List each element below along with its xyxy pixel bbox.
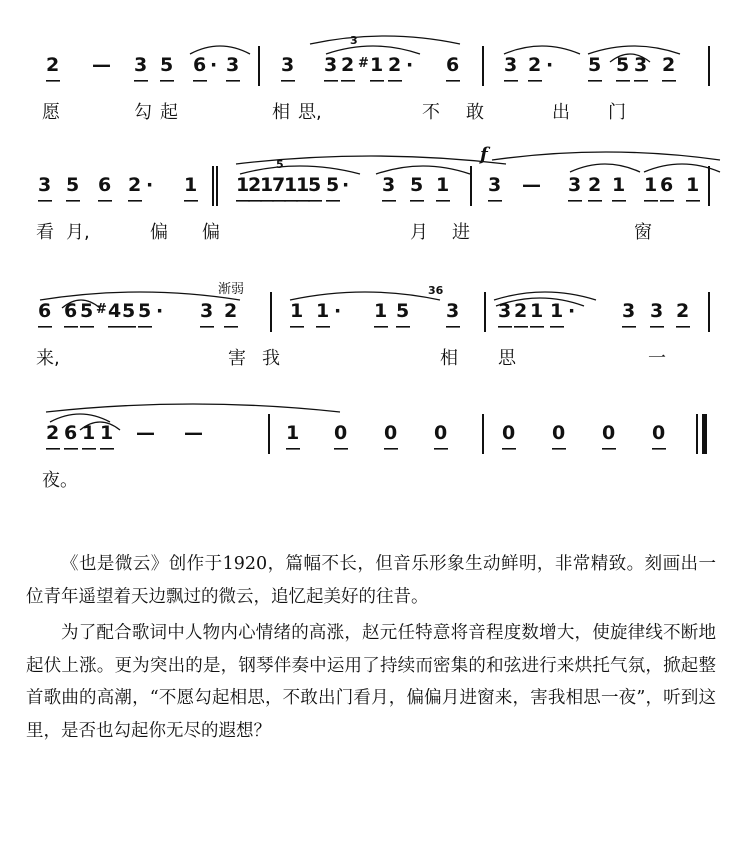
beam-line <box>650 326 664 328</box>
note-token: 3 <box>504 54 518 76</box>
bar-line <box>216 166 218 206</box>
note-token: 3 <box>226 54 240 76</box>
slur <box>46 404 340 412</box>
tuplet-mark-3: 3 <box>350 34 358 47</box>
beam-line <box>686 200 700 202</box>
note-token: 3 <box>488 174 502 196</box>
beam-line <box>308 200 322 202</box>
beam-line <box>296 200 310 202</box>
note-token: 6 <box>446 54 460 76</box>
note-token: 6 <box>64 300 78 322</box>
slur <box>504 46 580 54</box>
beam-line <box>160 80 174 82</box>
note-token: 5 <box>396 300 410 322</box>
beam-line <box>370 80 384 82</box>
beam-line <box>530 326 544 328</box>
note-token: 2 <box>528 54 542 76</box>
score-line-1 <box>0 14 736 124</box>
note-token: 2 <box>388 54 402 76</box>
beam-line <box>504 80 518 82</box>
beam-line <box>46 448 60 450</box>
beam-line <box>396 326 410 328</box>
beam-line <box>384 448 398 450</box>
beam-line <box>80 326 94 328</box>
beam-line <box>334 448 348 450</box>
note-token: 3 <box>324 54 338 76</box>
lyric-word: 起 <box>160 102 178 123</box>
lyric-word: 敢 <box>466 102 484 123</box>
beam-line <box>568 200 582 202</box>
note-token: 1 <box>82 422 96 444</box>
beam-line <box>374 326 388 328</box>
beam-line <box>528 80 542 82</box>
beam-line <box>446 80 460 82</box>
paragraph-2: 为了配合歌词中人物内心情绪的高涨，赵元任特意将音程度数增大，使旋律线不断地起伏上涨。更为突出的是，钢琴伴奏中运用了持续而密集的和弦进行来烘托气氛，掀起整首歌曲的高潮，“不愿勾起相思，不敢出门看月，偏偏月进窗来，害我相思一夜”，听到这里，是否也勾起你无尽的遐想？ <box>26 623 716 741</box>
beam-line <box>550 326 564 328</box>
beam-line <box>46 80 60 82</box>
note-token: 2 <box>662 54 676 76</box>
beam-line <box>514 326 528 328</box>
tuplet-mark-36: 36 <box>428 284 444 297</box>
lyric-word: 夜。 <box>42 470 78 491</box>
beam-line <box>552 448 566 450</box>
beam-line <box>588 80 602 82</box>
beam-line <box>290 326 304 328</box>
note-token: 1 <box>436 174 450 196</box>
note-token: 3 <box>38 174 52 196</box>
beam-line <box>498 326 512 328</box>
beam-line <box>286 448 300 450</box>
beam-line <box>134 80 148 82</box>
beam-line <box>64 326 78 328</box>
bar-line <box>702 414 707 454</box>
bar-line <box>212 166 214 206</box>
beam-line <box>128 200 142 202</box>
note-token: 5 <box>616 54 630 76</box>
note-token: 5 <box>160 54 174 76</box>
note-token: 1 <box>316 300 330 322</box>
beam-line <box>602 448 616 450</box>
beam-line <box>634 80 648 82</box>
note-token: 1 <box>374 300 388 322</box>
lyric-word: 月 <box>410 222 428 243</box>
note-token: 2 <box>46 422 60 444</box>
note-token: 7 <box>272 174 286 196</box>
note-token: # <box>96 302 107 317</box>
beam-line <box>224 326 238 328</box>
beam-line <box>108 326 122 328</box>
note-token: 1 <box>286 422 300 444</box>
note-token: · <box>568 300 576 322</box>
slur <box>492 152 720 160</box>
bar-line <box>470 166 472 206</box>
beam-line <box>410 200 424 202</box>
paragraph-1: 《也是微云》创作于1920，篇幅不长，但音乐形象生动鲜明，非常精致。刻画出一位青年遥望着天边飘过的微云，追忆起美好的往昔。 <box>26 554 716 607</box>
note-token: 5 <box>410 174 424 196</box>
beam-line <box>652 448 666 450</box>
bar-line <box>270 292 272 332</box>
note-token: 5 <box>588 54 602 76</box>
note-token: 1 <box>284 174 298 196</box>
beam-line <box>622 326 636 328</box>
lyric-word: 勾 <box>134 102 152 123</box>
note-token: 3 <box>382 174 396 196</box>
note-token: 3 <box>446 300 460 322</box>
lyric-word: 害 <box>228 348 246 369</box>
beam-line <box>434 448 448 450</box>
lyric-word: 偏 <box>202 222 220 243</box>
beam-line <box>316 326 330 328</box>
note-token: 6 <box>660 174 674 196</box>
note-token: 3 <box>200 300 214 322</box>
bar-line <box>708 166 710 206</box>
note-token: — <box>92 54 111 76</box>
beam-line <box>324 80 338 82</box>
lyric-word: 偏 <box>150 222 168 243</box>
beam-line <box>200 326 214 328</box>
slur <box>190 46 250 54</box>
beam-line <box>236 200 250 202</box>
note-token: 1 <box>550 300 564 322</box>
note-token: 0 <box>652 422 666 444</box>
beam-line <box>193 80 207 82</box>
dim-marking: 渐弱 <box>218 282 245 297</box>
note-token: 1 <box>100 422 114 444</box>
beam-line <box>660 200 674 202</box>
note-token: 1 <box>644 174 658 196</box>
note-token: 0 <box>334 422 348 444</box>
note-token: 2 <box>248 174 262 196</box>
note-token: 2 <box>341 54 355 76</box>
dynamic-forte: f <box>480 144 488 165</box>
beam-line <box>588 200 602 202</box>
slur <box>40 292 240 300</box>
beam-line <box>446 326 460 328</box>
note-token: 6 <box>98 174 112 196</box>
note-token: 6 <box>64 422 78 444</box>
note-token: 3 <box>281 54 295 76</box>
slur <box>570 164 640 172</box>
beam-line <box>122 326 136 328</box>
bar-line <box>708 292 710 332</box>
note-token: 0 <box>552 422 566 444</box>
lyric-word: 思 <box>498 348 516 369</box>
note-token: 3 <box>622 300 636 322</box>
beam-line <box>248 200 262 202</box>
beam-line <box>382 200 396 202</box>
note-token: 5 <box>122 300 136 322</box>
note-token: 0 <box>384 422 398 444</box>
beam-line <box>326 200 340 202</box>
score-line-2 <box>0 134 736 244</box>
score-line-4 <box>0 382 736 492</box>
slur <box>494 292 596 300</box>
beam-line <box>38 200 52 202</box>
note-token: — <box>136 422 155 444</box>
note-token: 4 <box>108 300 122 322</box>
lyric-word: 不 <box>422 102 440 123</box>
lyric-word: 思, <box>298 102 322 123</box>
note-token: 1 <box>290 300 304 322</box>
note-token: 1 <box>236 174 250 196</box>
note-token: · <box>546 54 554 76</box>
note-token: 0 <box>434 422 448 444</box>
tuplet-mark-5: 5 <box>276 158 284 171</box>
note-token: · <box>406 54 414 76</box>
note-token: 1 <box>260 174 274 196</box>
lyric-word: 我 <box>262 348 280 369</box>
note-token: 1 <box>530 300 544 322</box>
slur <box>376 166 470 174</box>
note-token: 1 <box>296 174 310 196</box>
note-token: 5 <box>80 300 94 322</box>
beam-line <box>436 200 450 202</box>
note-token: · <box>156 300 164 322</box>
note-token: 6 <box>193 54 207 76</box>
note-token: — <box>184 422 203 444</box>
article-text <box>26 548 716 747</box>
note-token: 0 <box>502 422 516 444</box>
note-token: · <box>342 174 350 196</box>
lyric-word: 门 <box>608 102 626 123</box>
beam-line <box>82 448 96 450</box>
lyric-word: 窗 <box>634 222 652 243</box>
slur <box>50 414 110 422</box>
note-token: 3 <box>134 54 148 76</box>
note-token: 2 <box>128 174 142 196</box>
beam-line <box>260 200 274 202</box>
slur <box>326 46 420 54</box>
bar-line <box>696 414 698 454</box>
beam-line <box>488 200 502 202</box>
bar-line <box>482 414 484 454</box>
note-token: 5 <box>66 174 80 196</box>
note-token: 3 <box>498 300 512 322</box>
beam-line <box>676 326 690 328</box>
note-token: 5 <box>326 174 340 196</box>
lyric-word: 出 <box>552 102 570 123</box>
note-token: 1 <box>612 174 626 196</box>
beam-line <box>38 326 52 328</box>
note-token: 2 <box>224 300 238 322</box>
bar-line <box>484 292 486 332</box>
note-token: 6 <box>38 300 52 322</box>
bar-line <box>258 46 260 86</box>
note-token: 2 <box>514 300 528 322</box>
beam-line <box>644 200 658 202</box>
beam-line <box>612 200 626 202</box>
lyric-word: 看 <box>36 222 54 243</box>
note-token: 5 <box>138 300 152 322</box>
note-token: · <box>210 54 218 76</box>
lyric-word: 来, <box>36 348 60 369</box>
slur <box>290 292 440 300</box>
bar-line <box>708 46 710 86</box>
bar-line <box>268 414 270 454</box>
note-token: # <box>358 56 369 71</box>
note-token: 0 <box>602 422 616 444</box>
beam-line <box>226 80 240 82</box>
note-token: 2 <box>676 300 690 322</box>
note-token: — <box>522 174 541 196</box>
note-token: 2 <box>588 174 602 196</box>
beam-line <box>341 80 355 82</box>
beam-line <box>100 448 114 450</box>
lyric-word: 相 <box>440 348 458 369</box>
beam-line <box>284 200 298 202</box>
note-token: · <box>146 174 154 196</box>
lyric-word: 月, <box>66 222 90 243</box>
beam-line <box>64 448 78 450</box>
lyric-word: 进 <box>452 222 470 243</box>
beam-line <box>502 448 516 450</box>
beam-line <box>662 80 676 82</box>
bar-line <box>482 46 484 86</box>
lyric-word: 愿 <box>42 102 60 123</box>
beam-line <box>138 326 152 328</box>
note-token: 3 <box>634 54 648 76</box>
beam-line <box>281 80 295 82</box>
beam-line <box>272 200 286 202</box>
score-line-3 <box>0 260 736 370</box>
slur <box>240 166 360 174</box>
note-token: 2 <box>46 54 60 76</box>
note-token: 1 <box>184 174 198 196</box>
note-token: 1 <box>370 54 384 76</box>
beam-line <box>616 80 630 82</box>
lyric-word: 一 <box>648 348 666 369</box>
beam-line <box>98 200 112 202</box>
beam-line <box>66 200 80 202</box>
slur <box>588 46 680 54</box>
note-token: 3 <box>650 300 664 322</box>
note-token: 1 <box>686 174 700 196</box>
lyric-word: 相 <box>272 102 290 123</box>
slur <box>310 36 460 44</box>
beam-line <box>388 80 402 82</box>
note-token: 3 <box>568 174 582 196</box>
note-token: 5 <box>308 174 322 196</box>
note-token: · <box>334 300 342 322</box>
beam-line <box>184 200 198 202</box>
